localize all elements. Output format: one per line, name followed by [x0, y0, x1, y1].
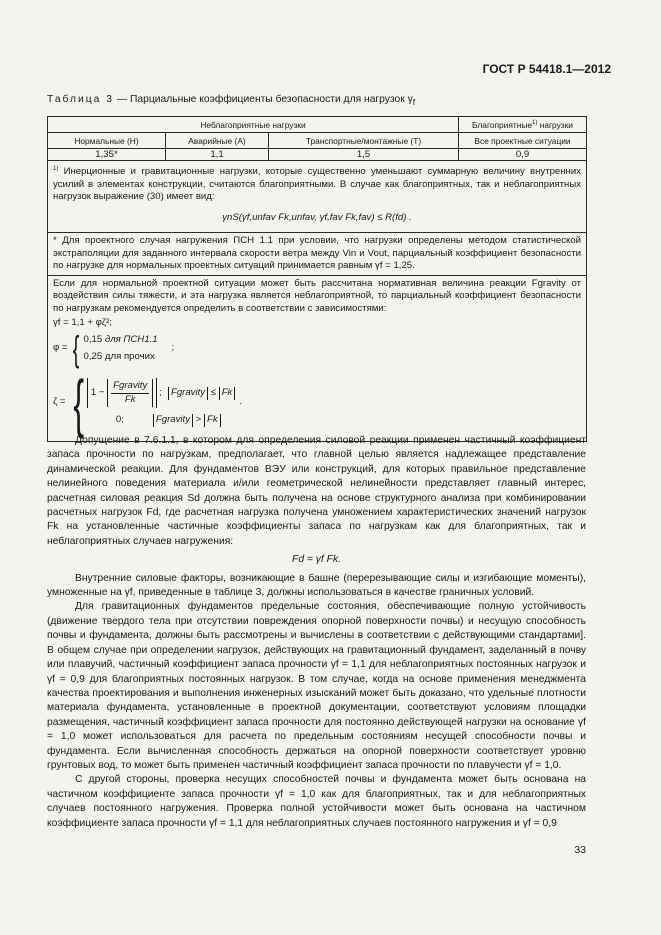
- document-id: ГОСТ Р 54418.1—2012: [482, 62, 611, 76]
- favorable-loads-header: Благоприятные$^{1)}$ нагрузки: [459, 117, 587, 133]
- table-note-3: Если для нормальной проектной ситуации может быть рассчитана нормативная величина реакции Fgravity от воздействия силы тяжести, и эта нагрузка является неблагоприятной, то парциальный коэффициент безопасности по нагрузкам рекомендуется определить в соответствии с зависимостями: γf = 1,1 + φζ²; φ = { 0,15 для ПСН1.1 0,25 для прочих ; ζ = { 1 − $\frac{\text{Fgravity}}{Fk}$ ; Fgravity ≤ Fk 0; Fgravity > Fk .: [48, 275, 587, 441]
- table-note-2: * Для проектного случая нагружения ПСН 1.1 при условии, что нагрузки определены методом статистической экстраполяции для заданного интервала скорости ветра между Vin и Vout, парциальный коэффициент безопасности по нагрузке для нормальных проектных ситуаций принимается равным γf = 1,25.: [48, 233, 587, 276]
- val-transport: 1,5: [269, 149, 459, 161]
- zeta-definition: ζ = { 1 − $\frac{\text{Fgravity}}{Fk}$ ; Fgravity ≤ Fk 0; Fgravity > Fk .: [53, 366, 243, 439]
- paragraph-3: Для гравитационных фундаментов предельные состояния, обеспечивающие полную устойчивость (движение твердого тела при отсутствии повреждения опорной поверхности почвы) и несущую способность почвы и фундамента, должны быть рассмотрены и вычислены в соответствии с действующими стандартами]. В общем случае при определении нагрузок, действующих на гравитационный фундамент, заделанный в почву или плавучий, частичный коэффициент запаса прочности γf = 1,1 для неблагоприятных постоянных нагрузок и γf = 0,9 для благоприятных постоянных нагрузок. В том случае, когда на основе применения менеджмента качества проектирования и выполнения инженерных изысканий может быть доказано, что удельные плотности материала фундамента, установленные в проектной документации, соответствуют условиям площадки размещения, частичный коэффициент запаса прочности для постоянно действующей нагрузки на основание γf = 1,0 может использоваться для расчета по предельным состояниям несущей способности почвы и фундамента. Если вычисленная способность держаться на опорной поверхности соответствует уровню грунтовых вод, то может быть применен частичный коэффициент запаса прочности по плавучести γf = 1,0.: [47, 601, 586, 771]
- paragraph-2: Внутренние силовые факторы, возникающие в башне (перерезывающие силы и изгибающие моменты), умноженные на γf, приведенные в таблице 3, должны использоваться в качестве граничных условий.: [47, 572, 586, 599]
- col-all-situations: Все проектные ситуации: [459, 133, 587, 149]
- col-normal: Нормальные (Н): [48, 133, 166, 149]
- note1-formula: γnS(γf,unfav Fk,unfav, γf,fav Fk,fav) ≤ R(fd) .: [222, 211, 412, 223]
- paragraph-1: Допущение в 7.6.1.1, в котором для определения силовой реакции применен частичный коэффициент запаса прочности по нагрузкам, предполагает, что главной целью является надлежащее представление динамической реакции. Для фундаментов ВЭУ или конструкций, для которых правильное представление нелинейного поведения материала и/или геометрической нелинейности представляет главный интерес, расчетная силовая реакция Sd должна быть получена на основе структурного анализа при комбинировании расчетных нагрузок Fd, где расчетная нагрузка получена умножением характеристических значений нагрузок Fk на установленные частичные коэффициенты запаса по нагрузкам как для благоприятных, так и неблагоприятных случаев нагружения:: [47, 435, 586, 547]
- safety-factors-table: [47, 116, 587, 442]
- equation-fd: Fd = γf Fk.: [292, 554, 341, 566]
- val-normal: 1,35*: [48, 149, 166, 161]
- gamma-equation: γf = 1,1 + φζ²;: [53, 317, 112, 329]
- table-note-1: $^{1)}$ Инерционные и гравитационные нагрузки, которые существенно уменьшают суммарную величину внутренних усилий в элементах конструкции, считаются благоприятными. В случае как благоприятных, так и неблагоприятных нагрузок выражение (30) имеет вид: γnS(γf,unfav Fk,unfav, γf,fav Fk,fav) ≤ R(fd) .: [48, 161, 587, 233]
- val-emergency: 1,1: [166, 149, 269, 161]
- unfavorable-loads-header: Неблагоприятные нагрузки: [48, 117, 459, 133]
- table-caption: [47, 94, 607, 107]
- col-emergency: Аварийные (А): [166, 133, 269, 149]
- val-all-situations: 0,9: [459, 149, 587, 161]
- page-number: 33: [574, 845, 586, 856]
- table-caption-sub: f: [412, 97, 416, 108]
- table-caption-label: Таблица 3: [47, 94, 114, 105]
- body-text: [47, 434, 586, 831]
- col-transport: Транспортные/монтажные (Т): [269, 133, 459, 149]
- paragraph-4: С другой стороны, проверка несущих способностей почвы и фундамента может быть основана на частичном коэффициенте запаса прочности γf = 1,0 как для благоприятных, так и для неблагоприятных случаев постоянного нагружения. Проверка полной устойчивости может быть основана на частичном коэффициенте запаса прочности γf = 1,1 для неблагоприятных случаев постоянного нагружения и γf = 0,9: [47, 774, 586, 829]
- table-caption-text: — Парциальные коэффициенты безопасности для нагрузок γ: [113, 94, 413, 105]
- phi-definition: φ = { 0,15 для ПСН1.1 0,25 для прочих ;: [53, 327, 175, 369]
